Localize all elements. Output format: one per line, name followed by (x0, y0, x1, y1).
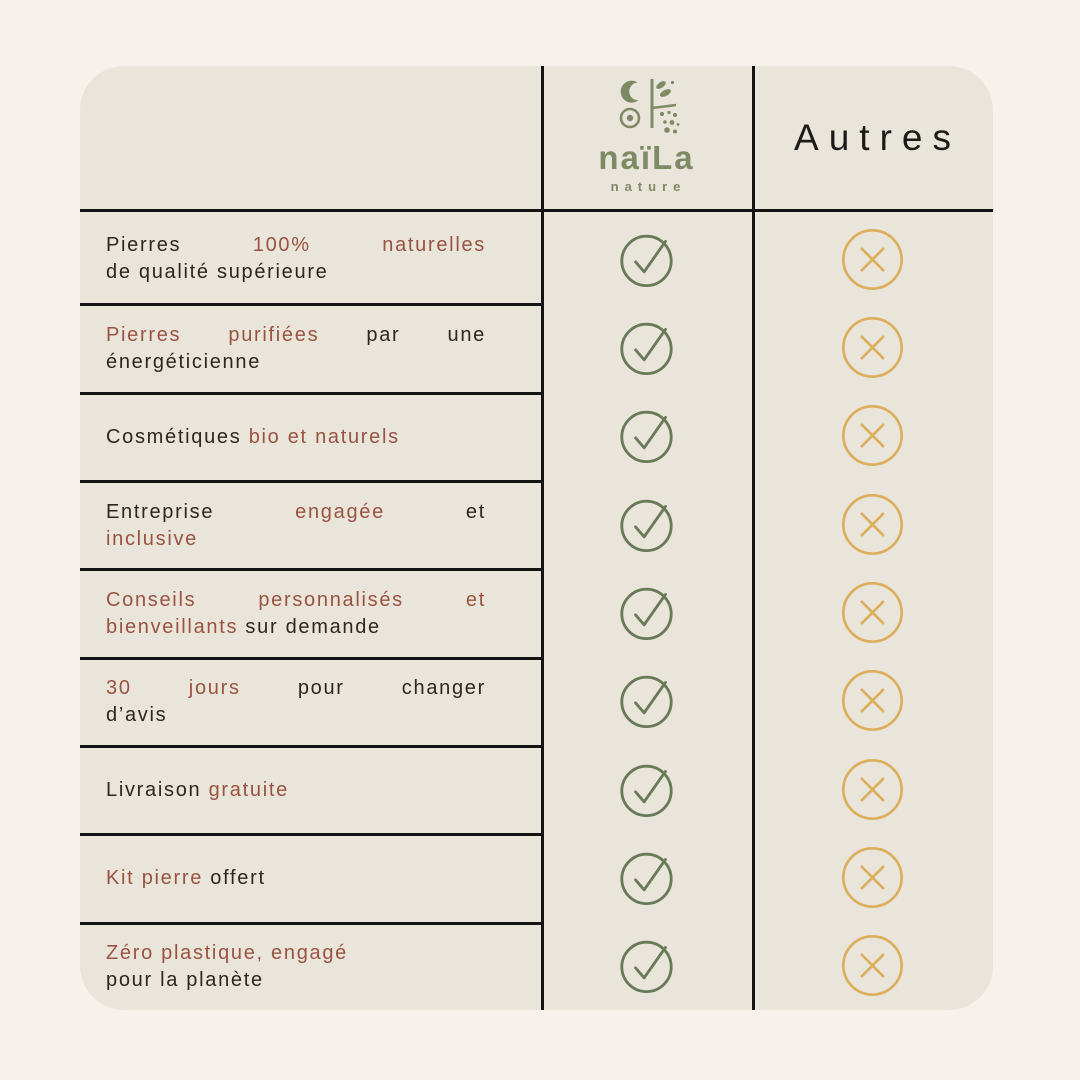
feature-text: Pierres (106, 234, 253, 257)
check-icon (618, 407, 675, 464)
cross-icon (841, 669, 904, 732)
check-icon (618, 319, 675, 376)
cross-icon (841, 758, 904, 821)
cross-icon (841, 846, 904, 909)
brand-value-cell (541, 833, 752, 921)
feature-label (80, 833, 541, 921)
feature-text-accent: Pierres purifiées (106, 323, 320, 346)
header-competitor-cell (752, 66, 993, 209)
table-row (80, 303, 993, 391)
brand-value-cell (541, 745, 752, 833)
feature-text-accent: engagée (295, 500, 385, 523)
vertical-divider-2 (752, 66, 755, 1010)
feature-text-accent: gratuite (208, 779, 289, 802)
feature-text-accent: 30 jours (106, 677, 241, 700)
feature-text: d’avis (106, 704, 168, 727)
table-row (80, 833, 993, 921)
table-row (80, 480, 993, 568)
brand-value-cell (541, 480, 752, 568)
vertical-divider-1 (541, 66, 544, 1010)
cross-icon (841, 934, 904, 997)
brand-wordmark: naïLa (598, 139, 695, 176)
brand-tagline: nature (610, 179, 687, 194)
feature-text: sur demande (238, 615, 381, 638)
brand-value-cell (541, 392, 752, 480)
feature-text-accent: bio et naturels (248, 425, 400, 448)
cross-icon (841, 404, 904, 467)
table-row (80, 392, 993, 480)
cross-icon (841, 228, 904, 291)
feature-text: Entreprise (106, 500, 296, 523)
feature-label (80, 922, 541, 1010)
feature-label (80, 392, 541, 480)
feature-label (80, 568, 541, 656)
competitor-value-cell (752, 833, 993, 921)
feature-label (80, 215, 541, 303)
feature-text: et (384, 500, 486, 523)
competitor-value-cell (752, 215, 993, 303)
header-brand-cell (541, 66, 752, 209)
feature-label (80, 303, 541, 391)
feature-text-accent: bienveillants (106, 615, 239, 638)
feature-label (80, 480, 541, 568)
feature-text-accent: Kit pierre (106, 867, 204, 890)
cross-icon (841, 581, 904, 644)
table-header (80, 66, 993, 212)
cross-icon (841, 316, 904, 379)
competitor-value-cell (752, 922, 993, 1010)
feature-text: Cosmétiques (106, 425, 249, 448)
comparison-card (80, 66, 993, 1010)
competitor-value-cell (752, 392, 993, 480)
brand-value-cell (541, 657, 752, 745)
feature-text: Livraison (106, 779, 209, 802)
feature-text: de qualité supérieure (106, 261, 329, 284)
table-row (80, 922, 993, 1010)
check-icon (618, 231, 675, 288)
feature-text: pour la planète (106, 969, 264, 992)
competitor-value-cell (752, 657, 993, 745)
header-feature-cell (80, 66, 541, 209)
feature-text-accent: Zéro plastique, engagé (106, 942, 348, 965)
competitor-value-cell (752, 745, 993, 833)
competitor-value-cell (752, 303, 993, 391)
check-icon (618, 584, 675, 641)
table-row (80, 568, 993, 656)
competitor-value-cell (752, 568, 993, 656)
table-row (80, 745, 993, 833)
feature-label (80, 745, 541, 833)
feature-text: par une (319, 323, 486, 346)
cross-icon (841, 493, 904, 556)
feature-text-accent: Conseils personnalisés et (106, 588, 486, 611)
table-row (80, 657, 993, 745)
brand-value-cell (541, 568, 752, 656)
brand-value-cell (541, 215, 752, 303)
feature-text-accent: inclusive (106, 527, 198, 550)
check-icon (618, 849, 675, 906)
competitor-value-cell (752, 480, 993, 568)
feature-label (80, 657, 541, 745)
feature-text: pour changer (240, 677, 486, 700)
feature-text: énergéticienne (106, 350, 262, 373)
brand-value-cell (541, 922, 752, 1010)
competitor-label: Autres (794, 116, 961, 158)
check-icon (618, 672, 675, 729)
check-icon (618, 496, 675, 553)
brand-logo-icon (614, 78, 680, 140)
feature-rows (80, 215, 993, 1010)
brand-value-cell (541, 303, 752, 391)
feature-text: offert (203, 867, 266, 890)
check-icon (618, 761, 675, 818)
feature-text-accent: 100% naturelles (252, 234, 486, 257)
check-icon (618, 937, 675, 994)
table-row (80, 215, 993, 303)
